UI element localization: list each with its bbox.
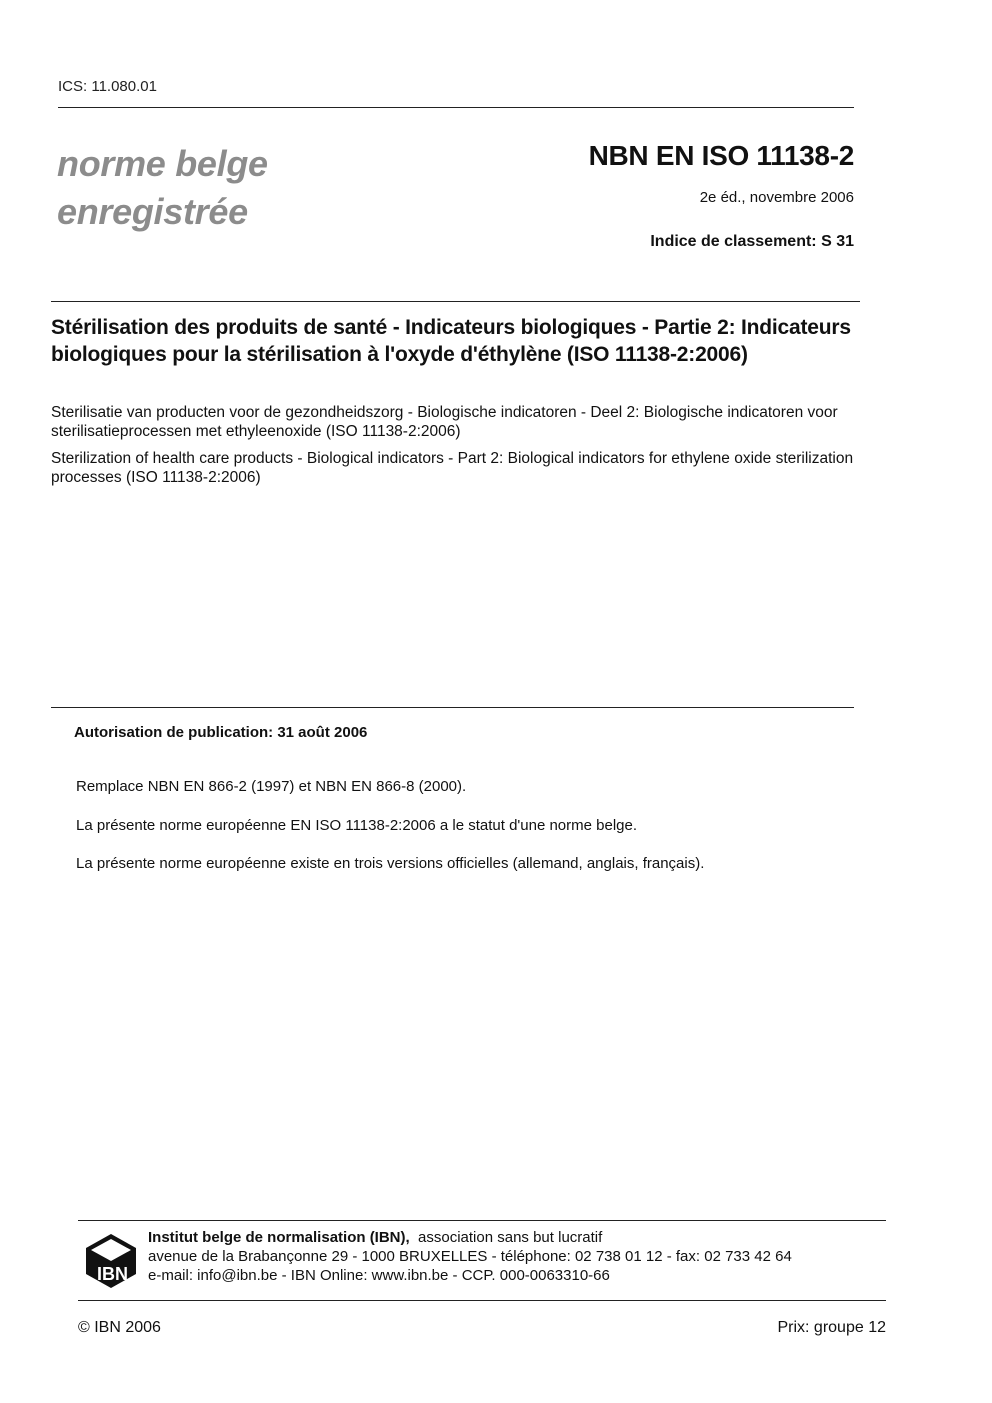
brand-heading [57, 140, 268, 236]
ibn-logo-icon [82, 1232, 140, 1290]
title-rule [51, 301, 860, 302]
ibn-logo [82, 1232, 140, 1290]
institute-name: Institut belge de normalisation (IBN), [148, 1229, 410, 1246]
edition-date: 2e éd., novembre 2006 [699, 189, 854, 206]
footer-bottom-rule [78, 1300, 886, 1301]
logo-letters: IBN [97, 1264, 128, 1284]
institute-address: avenue de la Brabançonne 29 - 1000 BRUXELLES - téléphone: 02 738 01 12 - fax: 02 733 42 64 [148, 1248, 792, 1265]
brand-line-1: norme belge [57, 143, 268, 184]
status-note: La présente norme européenne EN ISO 11138-2:2006 a le statut d'une norme belge. [76, 817, 638, 834]
title-dutch: Sterilisatie van producten voor de gezondheidszorg - Biologische indicatoren - Deel 2: Biologische indicatoren voor sterilisatieprocessen met ethyleenoxide (ISO 11138-2:2006) [51, 404, 838, 440]
versions-note: La présente norme européenne existe en trois versions officielles (allemand, anglais, français). [76, 855, 705, 872]
standard-number: NBN EN ISO 11138-2 [588, 140, 854, 171]
institute-contact: e-mail: info@ibn.be - IBN Online: www.ibn.be - CCP. 000-0063310-66 [148, 1267, 610, 1284]
ics-code: ICS: 11.080.01 [58, 78, 157, 95]
price-group: Prix: groupe 12 [777, 1319, 886, 1336]
institute-description: association sans but lucratif [418, 1229, 603, 1246]
replaces-note: Remplace NBN EN 866-2 (1997) et NBN EN 866-8 (2000). [76, 778, 467, 795]
brand-line-2: enregistrée [57, 191, 248, 232]
footer-top-rule [78, 1220, 886, 1221]
copyright: © IBN 2006 [78, 1319, 161, 1336]
publication-authorization: Autorisation de publication: 31 août 2006 [74, 724, 368, 741]
title-english: Sterilization of health care products - Biological indicators - Part 2: Biological indicators for ethylene oxide sterilization processes (ISO 11138-2:2006) [51, 450, 854, 486]
classification-index: Indice de classement: S 31 [650, 233, 854, 250]
top-rule [58, 107, 854, 108]
footer-institute [148, 1228, 792, 1285]
title-french: Stérilisation des produits de santé - Indicateurs biologiques - Partie 2: Indicateurs biologiques pour la stérilisation à l'oxyde d'éthylène (ISO 11138-2:2006) [51, 316, 851, 366]
institute-line [148, 1228, 792, 1247]
publication-rule [51, 707, 854, 708]
